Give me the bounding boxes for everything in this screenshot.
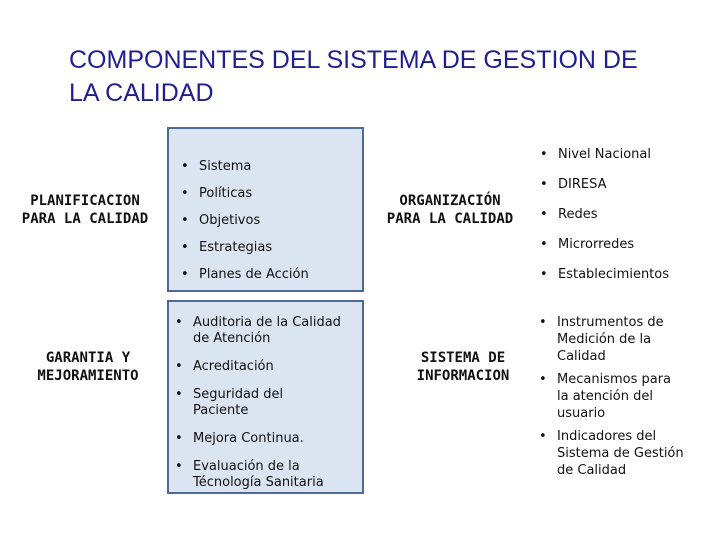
organizacion-item-label: Establecimientos bbox=[558, 267, 670, 282]
garantia-box bbox=[167, 300, 364, 494]
page-title-line-2: LA CALIDAD bbox=[69, 79, 214, 107]
informacion-list bbox=[535, 314, 684, 479]
informacion-item-line: usuario bbox=[557, 406, 606, 421]
informacion-item-line: la atención del bbox=[557, 389, 653, 404]
informacion-item-line: Indicadores del bbox=[557, 429, 657, 444]
garantia-label bbox=[10, 349, 166, 385]
organizacion-item-label: Nivel Nacional bbox=[558, 147, 651, 162]
garantia-item-line: Seguridad del bbox=[193, 387, 284, 402]
bullet-icon: • bbox=[175, 387, 183, 402]
bullet-icon: • bbox=[181, 267, 189, 282]
planificacion-label bbox=[4, 192, 166, 228]
bullet-icon: • bbox=[181, 213, 189, 228]
organizacion-item-label: DIRESA bbox=[558, 177, 607, 192]
informacion-label-line-2: INFORMACION bbox=[416, 368, 510, 384]
garantia-item-line: Paciente bbox=[193, 403, 249, 418]
bullet-icon: • bbox=[181, 186, 189, 201]
bullet-icon: • bbox=[540, 147, 548, 162]
organizacion-item bbox=[536, 230, 669, 260]
bullet-icon: • bbox=[175, 315, 183, 330]
informacion-item-line: Sistema de Gestión bbox=[557, 446, 684, 461]
informacion-item bbox=[535, 371, 684, 422]
informacion-item-line: Calidad bbox=[557, 349, 606, 364]
garantia-list bbox=[171, 315, 341, 491]
bullet-icon: • bbox=[181, 240, 189, 255]
garantia-item bbox=[171, 387, 341, 419]
garantia-item-line: Acreditación bbox=[193, 359, 274, 374]
planificacion-item-label: Políticas bbox=[199, 186, 253, 201]
bullet-icon: • bbox=[540, 237, 548, 252]
informacion-label bbox=[396, 349, 530, 385]
page-title bbox=[69, 44, 689, 110]
informacion-item-line: de Calidad bbox=[557, 463, 627, 478]
organizacion-label bbox=[370, 192, 530, 228]
planificacion-box bbox=[167, 127, 364, 292]
garantia-item bbox=[171, 431, 341, 447]
planificacion-label-line-2: PARA LA CALIDAD bbox=[21, 211, 149, 227]
garantia-item bbox=[171, 359, 341, 375]
planificacion-item bbox=[177, 261, 309, 288]
informacion-item-line: Mecanismos para bbox=[557, 372, 672, 387]
garantia-label-line-2: MEJORAMIENTO bbox=[37, 368, 139, 384]
planificacion-item-label: Planes de Acción bbox=[199, 267, 309, 282]
organizacion-item bbox=[536, 170, 669, 200]
organizacion-list bbox=[536, 140, 669, 290]
informacion-item bbox=[535, 428, 684, 479]
bullet-icon: • bbox=[175, 431, 183, 446]
garantia-item-line: de Atención bbox=[193, 331, 271, 346]
bullet-icon: • bbox=[540, 267, 548, 282]
garantia-item-line: Auditoria de la Calidad bbox=[193, 315, 341, 330]
bullet-icon: • bbox=[539, 315, 547, 330]
garantia-label-line-1: GARANTIA Y bbox=[45, 350, 131, 366]
informacion-item-line: Instrumentos de bbox=[557, 315, 664, 330]
organizacion-item-label: Microrredes bbox=[558, 237, 635, 252]
planificacion-item-label: Objetivos bbox=[199, 213, 261, 228]
informacion-label-line-1: SISTEMA DE bbox=[420, 350, 506, 366]
planificacion-item bbox=[177, 180, 309, 207]
bullet-icon: • bbox=[539, 372, 547, 387]
bullet-icon: • bbox=[539, 429, 547, 444]
organizacion-item bbox=[536, 200, 669, 230]
planificacion-list bbox=[177, 153, 309, 288]
garantia-item-line: Técnología Sanitaria bbox=[193, 475, 324, 490]
organizacion-item-label: Redes bbox=[558, 207, 598, 222]
bullet-icon: • bbox=[540, 207, 548, 222]
organizacion-label-line-2: PARA LA CALIDAD bbox=[386, 211, 514, 227]
bullet-icon: • bbox=[540, 177, 548, 192]
garantia-item-line: Mejora Continua. bbox=[193, 431, 304, 446]
bullet-icon: • bbox=[175, 359, 183, 374]
planificacion-item bbox=[177, 234, 309, 261]
organizacion-item bbox=[536, 260, 669, 290]
garantia-item bbox=[171, 459, 341, 491]
garantia-item bbox=[171, 315, 341, 347]
bullet-icon: • bbox=[181, 159, 189, 174]
page-title-line-1: COMPONENTES DEL SISTEMA DE GESTION DE bbox=[69, 46, 638, 74]
organizacion-item bbox=[536, 140, 669, 170]
planificacion-item-label: Sistema bbox=[199, 159, 252, 174]
planificacion-label-line-1: PLANIFICACION bbox=[30, 193, 140, 209]
planificacion-item bbox=[177, 207, 309, 234]
planificacion-item-label: Estrategias bbox=[199, 240, 273, 255]
bullet-icon: • bbox=[175, 459, 183, 474]
garantia-item-line: Evaluación de la bbox=[193, 459, 300, 474]
organizacion-label-line-1: ORGANIZACIÓN bbox=[399, 193, 501, 209]
informacion-item-line: Medición de la bbox=[557, 332, 652, 347]
planificacion-item bbox=[177, 153, 309, 180]
informacion-item bbox=[535, 314, 684, 365]
